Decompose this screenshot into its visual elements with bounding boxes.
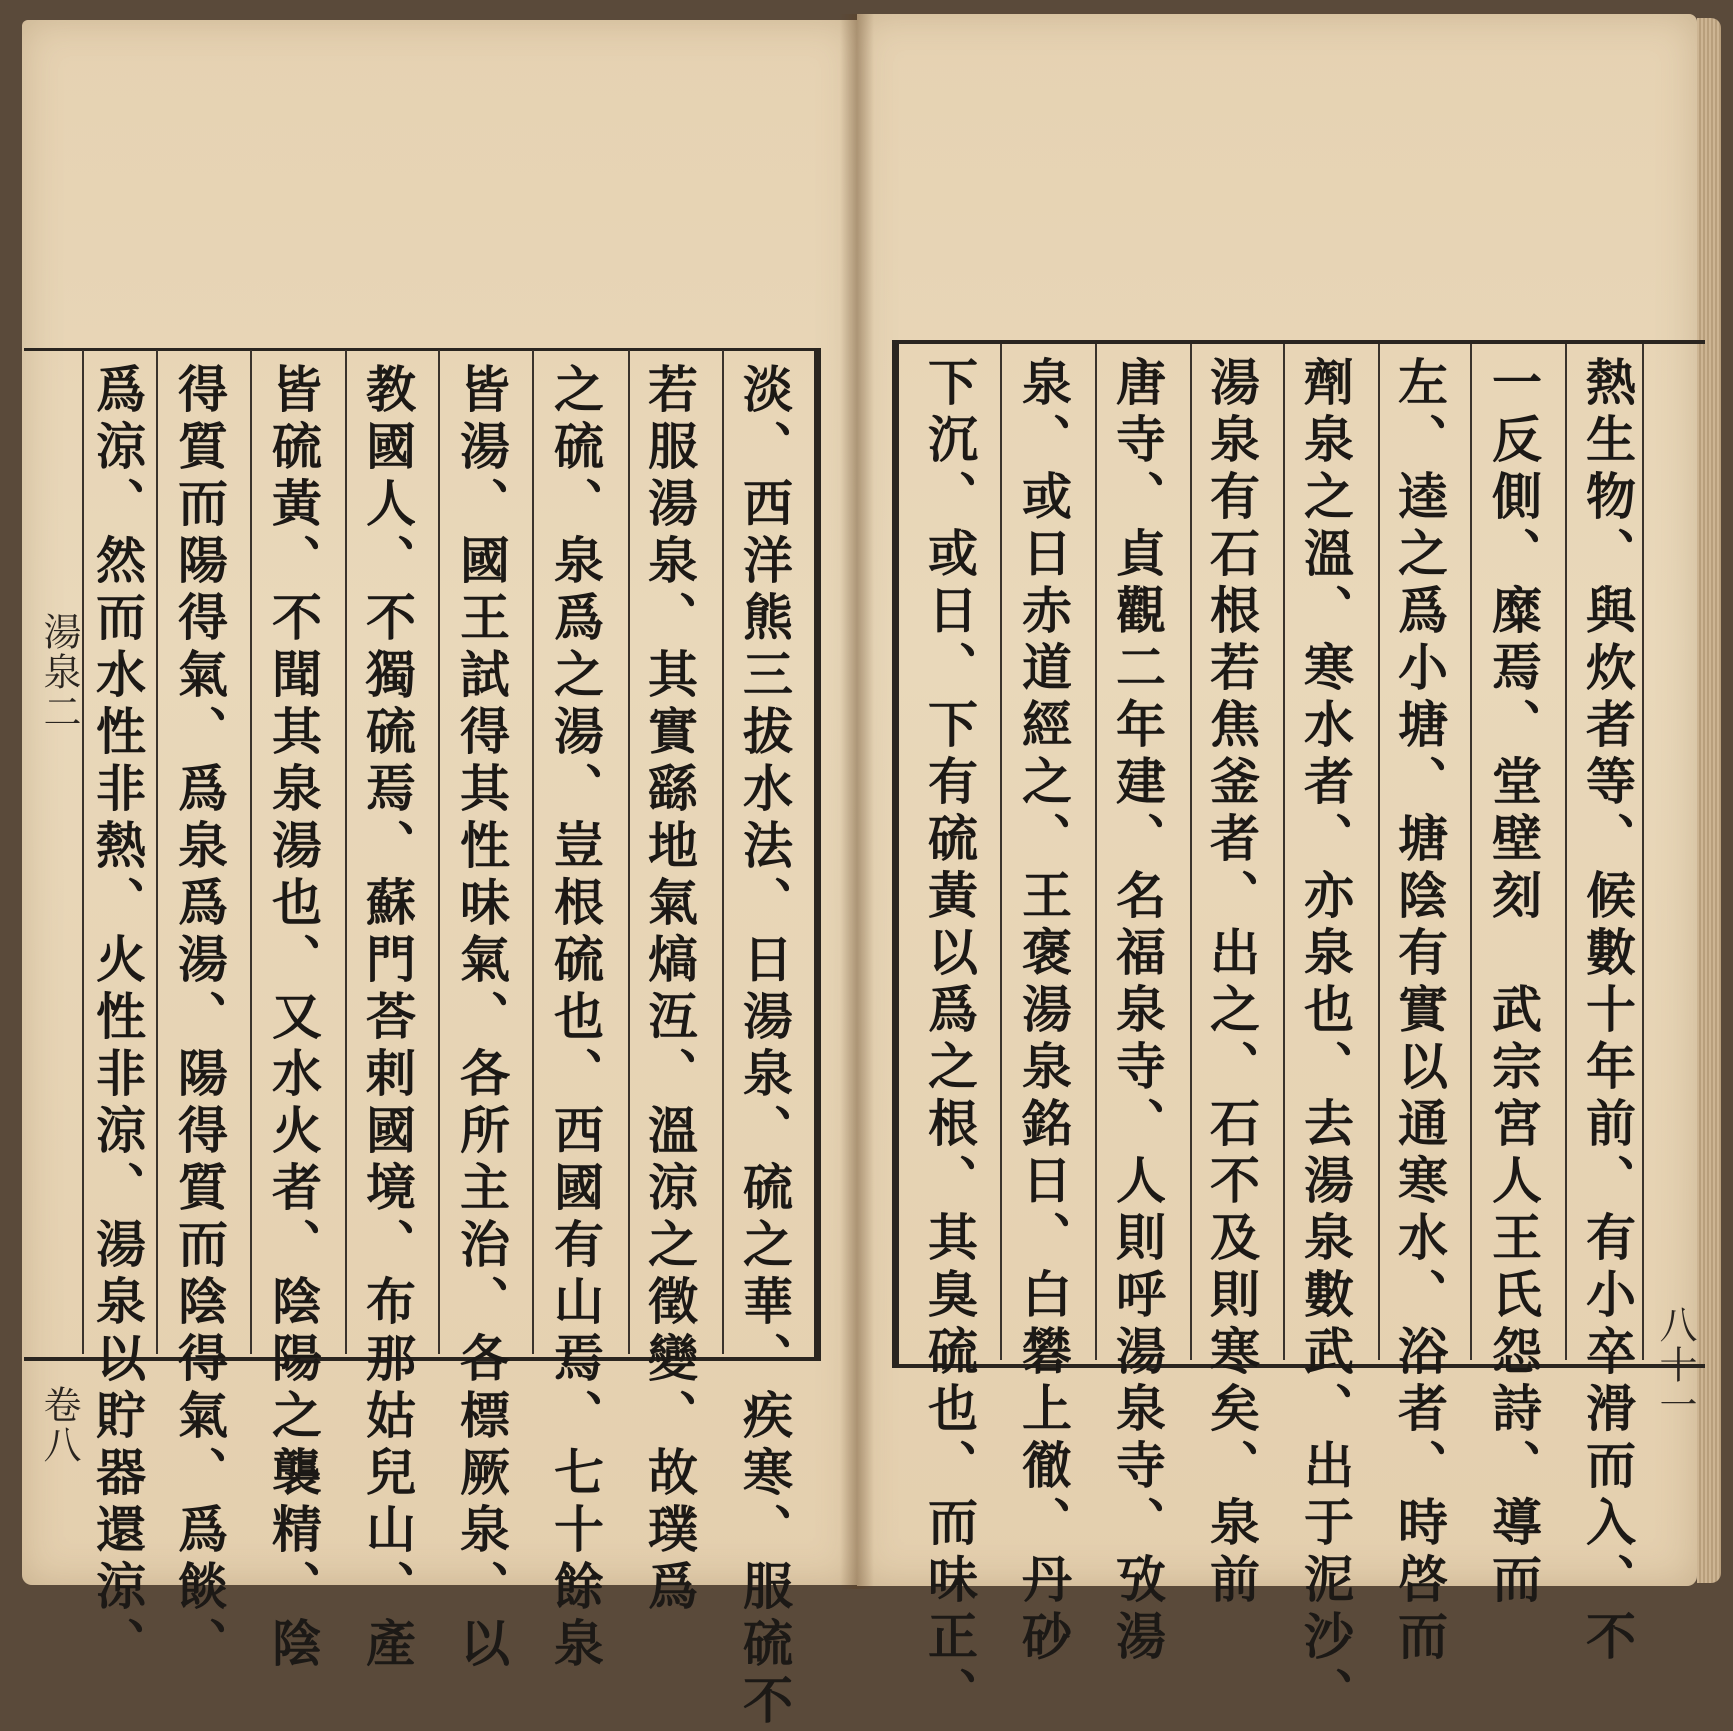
text-column: 左、逵之爲小塘、塘陰有實以通寒水、浴者、時啓而 — [1390, 356, 1449, 1667]
text-column: 劑泉之溫、寒水者、亦泉也、去湯泉數武、出于泥沙、 — [1296, 356, 1355, 1724]
text-column: 泉、或日赤道經之、王褒湯泉銘日、白礬上徹、丹砂 — [1014, 356, 1073, 1667]
column-rule — [82, 350, 84, 1354]
text-column: 皆硫黃、不聞其泉湯也、又水火者、陰陽之襲精、陰 — [264, 363, 323, 1674]
column-rule — [1565, 344, 1567, 1360]
text-column: 湯泉有石根若焦釜者、出之、石不及則寒矣、泉前 — [1202, 356, 1261, 1610]
column-rule — [1095, 344, 1097, 1360]
column-rule — [722, 350, 724, 1354]
column-rule — [156, 350, 158, 1354]
margin-volume: 卷八 — [37, 1385, 81, 1465]
text-column: 淡、西洋熊三拔水法、日湯泉、硫之華、疾寒、服硫不 — [735, 363, 794, 1731]
column-rule — [628, 350, 630, 1354]
text-column: 一反側、糜焉、堂壁刻 武宗宮人王氏怨詩、導而 — [1484, 356, 1543, 1610]
column-rule — [438, 350, 440, 1354]
text-column: 熱生物、與炊者等、候數十年前、有小卒滑而入、不 — [1578, 356, 1637, 1667]
column-rule — [1000, 344, 1002, 1360]
column-rule — [1642, 344, 1644, 1360]
folio-number: 八十一 — [1653, 1305, 1697, 1425]
column-rule — [532, 350, 534, 1354]
text-column: 爲涼、然而水性非熱、火性非涼、湯泉以貯器還涼、 — [88, 363, 147, 1674]
column-rule — [1190, 344, 1192, 1360]
column-rule — [1470, 344, 1472, 1360]
text-column: 唐寺、貞觀二年建、名福泉寺、人則呼湯泉寺、攷湯 — [1108, 356, 1167, 1667]
text-column: 皆湯、國王試得其性味氣、各所主治、各標厥泉、以 — [452, 363, 511, 1674]
text-column: 之硫、泉爲之湯、豈根硫也、西國有山焉、七十餘泉 — [546, 363, 605, 1674]
column-rule — [1378, 344, 1380, 1360]
text-column: 得質而陽得氣、爲泉爲湯、陽得質而陰得氣、爲餤、 — [170, 363, 229, 1674]
book-gutter — [840, 14, 874, 1589]
column-rule — [345, 350, 347, 1354]
text-column: 教國人、不獨硫焉、蘇門荅剌國境、布那姑兒山、產 — [358, 363, 417, 1674]
column-rule — [1283, 344, 1285, 1360]
margin-title: 湯泉二 — [37, 612, 81, 732]
text-column: 若服湯泉、其實繇地氣熇沍、溫涼之徵變、故璞爲 — [640, 363, 699, 1617]
column-rule — [250, 350, 252, 1354]
text-column: 下沉、或日、下有硫黃以爲之根、其臭硫也、而味正、 — [920, 356, 979, 1724]
